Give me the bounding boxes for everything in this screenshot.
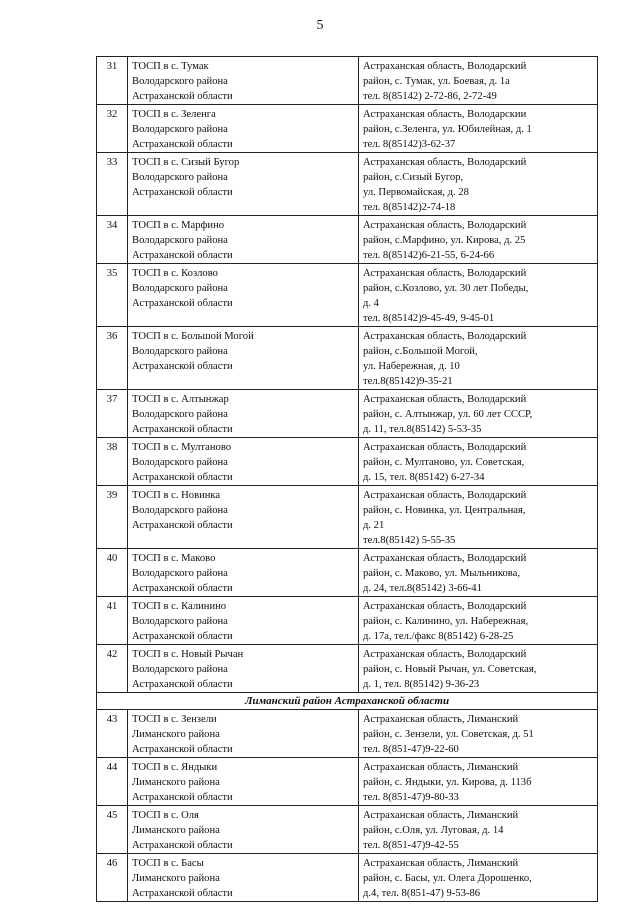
organization-name-line: Володарского района [132, 664, 228, 675]
organization-name-cell [128, 57, 359, 105]
address-line: тел. 8(851-47)9-80-33 [363, 792, 459, 803]
row-number: 33 [97, 153, 128, 216]
table-row [97, 438, 598, 486]
table-row [97, 758, 598, 806]
address-line: Астраханская область, Лиманский [363, 714, 519, 725]
address-cell [359, 264, 598, 327]
row-number: 35 [97, 264, 128, 327]
address-line: Астраханская область, Володарский [363, 553, 527, 564]
address-line: район, с.Оля, ул. Луговая, д. 14 [363, 825, 504, 836]
organization-name-line: Володарского района [132, 409, 228, 420]
address-line: Астраханская область, Лиманский [363, 858, 519, 869]
organization-name-line: Астраханской области [132, 298, 233, 309]
organization-name-line: ТОСП в с. Алтынжар [132, 394, 229, 405]
address-line: Астраханская область, Володарский [363, 601, 527, 612]
table-row [97, 806, 598, 854]
table-row [97, 264, 598, 327]
address-line: д. 17а, тел./факс 8(85142) 6-28-25 [363, 631, 514, 642]
address-line: Астраханская область, Володарскии [363, 109, 527, 120]
organization-name-line: ТОСП в с. Басы [132, 858, 204, 869]
address-line: Астраханская область, Володарский [363, 649, 527, 660]
organization-name-cell [128, 105, 359, 153]
address-cell [359, 854, 598, 902]
organization-name-cell [128, 327, 359, 390]
row-number: 38 [97, 438, 128, 486]
address-line: тел. 8(85142)3-62-37 [363, 139, 456, 150]
organization-name-line: Володарского района [132, 616, 228, 627]
organization-name-line: Астраханской области [132, 792, 233, 803]
organization-name-cell [128, 645, 359, 693]
organization-name-line: Володарского района [132, 346, 228, 357]
address-line: д. 21 [363, 520, 385, 531]
address-line: тел. 8(85142)9-45-49, 9-45-01 [363, 313, 495, 324]
table-row [97, 486, 598, 549]
organization-name-cell [128, 438, 359, 486]
address-line: тел.8(85142)9-35-21 [363, 376, 453, 387]
address-line: район, с. Алтынжар, ул. 60 лет СССР, [363, 409, 533, 420]
organization-name-line: Астраханской области [132, 520, 233, 531]
address-cell [359, 57, 598, 105]
address-line: Астраханская область, Володарский [363, 331, 527, 342]
address-line: ул. Первомайская, д. 28 [363, 187, 469, 198]
table-row [97, 327, 598, 390]
organization-name-line: ТОСП в с. Оля [132, 810, 199, 821]
organization-name-cell [128, 806, 359, 854]
address-cell [359, 438, 598, 486]
section-header-row [97, 693, 598, 710]
organization-name-line: ТОСП в с. Маково [132, 553, 216, 564]
organization-name-line: ТОСП в с. Козлово [132, 268, 218, 279]
address-line: район, с. Маково, ул. Мыльникова, [363, 568, 521, 579]
organization-name-line: Астраханской области [132, 744, 233, 755]
address-line: район, с. Мултаново, ул. Советская, [363, 457, 525, 468]
address-line: Астраханская область, Лиманский [363, 762, 519, 773]
address-line: тел.8(85142) 5-55-35 [363, 535, 456, 546]
address-line: Астраханская область, Володарский [363, 220, 527, 231]
page-number: 5 [316, 18, 324, 33]
address-cell [359, 486, 598, 549]
table-row [97, 854, 598, 902]
address-line: Астраханская область, Володарский [363, 490, 527, 501]
address-line: д. 24, тел.8(85142) 3-66-41 [363, 583, 482, 594]
address-line: Астраханская область, Володарский [363, 157, 527, 168]
organization-name-line: ТОСП в с. Большой Могой [132, 331, 254, 342]
address-cell [359, 710, 598, 758]
table-row [97, 645, 598, 693]
organization-name-line: Астраханской области [132, 631, 233, 642]
row-number: 41 [97, 597, 128, 645]
organization-name-line: Лиманского района [132, 873, 220, 884]
organization-name-line: Астраханской области [132, 583, 233, 594]
organization-name-line: Астраханской области [132, 187, 233, 198]
table-row [97, 710, 598, 758]
organization-name-cell [128, 264, 359, 327]
address-line: ул. Набережная, д. 10 [363, 361, 460, 372]
organization-name-cell [128, 854, 359, 902]
row-number: 42 [97, 645, 128, 693]
address-line: тел. 8(851-47)9-42-55 [363, 840, 459, 851]
organization-name-line: Астраханской области [132, 472, 233, 483]
address-cell [359, 645, 598, 693]
row-number: 43 [97, 710, 128, 758]
organization-name-line: ТОСП в с. Сизый Бугор [132, 157, 240, 168]
organization-name-line: Астраханской области [132, 424, 233, 435]
organization-name-line: ТОСП в с. Новый Рычан [132, 649, 244, 660]
address-line: тел. 8(85142)2-74-18 [363, 202, 456, 213]
address-line: Астраханская область, Володарский [363, 442, 527, 453]
table-row [97, 597, 598, 645]
address-line: район, с. Новый Рычан, ул. Советская, [363, 664, 537, 675]
organization-name-line: Астраханской области [132, 840, 233, 851]
organization-name-line: ТОСП в с. Зензели [132, 714, 217, 725]
address-cell [359, 597, 598, 645]
organization-name-line: Володарского района [132, 124, 228, 135]
organization-name-line: ТОСП в с. Зеленга [132, 109, 216, 120]
organization-name-line: Володарского района [132, 568, 228, 579]
organization-name-line: Астраханской области [132, 91, 233, 102]
row-number: 40 [97, 549, 128, 597]
address-line: район, с.Марфино, ул. Кирова, д. 25 [363, 235, 526, 246]
organization-name-line: Володарского района [132, 457, 228, 468]
row-number: 46 [97, 854, 128, 902]
organization-name-line: Володарского района [132, 283, 228, 294]
organization-name-cell [128, 549, 359, 597]
address-line: тел. 8(85142)6-21-55, 6-24-66 [363, 250, 495, 261]
section-title: Лиманский район Астраханской области [97, 693, 598, 710]
row-number: 31 [97, 57, 128, 105]
table-row [97, 57, 598, 105]
address-line: Астраханская область, Лиманский [363, 810, 519, 821]
organization-name-line: Лиманского района [132, 729, 220, 740]
address-line: район, с.Большой Могой, [363, 346, 478, 357]
organization-name-line: Астраханской области [132, 888, 233, 899]
organization-name-line: ТОСП в с. Мултаново [132, 442, 232, 453]
address-line: тел. 8(851-47)9-22-60 [363, 744, 459, 755]
organization-name-cell [128, 153, 359, 216]
address-line: Астраханская область, Володарский [363, 61, 527, 72]
organization-name-line: Володарского района [132, 172, 228, 183]
address-line: д. 15, тел. 8(85142) 6-27-34 [363, 472, 485, 483]
address-line: д. 1, тел. 8(85142) 9-36-23 [363, 679, 480, 690]
address-line: тел. 8(85142) 2-72-86, 2-72-49 [363, 91, 497, 102]
organization-name-line: ТОСП в с. Новинка [132, 490, 221, 501]
organization-name-line: Лиманского района [132, 777, 220, 788]
row-number: 32 [97, 105, 128, 153]
organization-name-line: ТОСП в с. Марфино [132, 220, 225, 231]
table-row [97, 549, 598, 597]
address-line: район, с.Козлово, ул. 30 лет Победы, [363, 283, 529, 294]
address-line: район, с. Басы, ул. Олега Дорошенко, [363, 873, 532, 884]
address-line: район, с. Яндыки, ул. Кирова, д. 113б [363, 777, 532, 788]
organization-name-cell [128, 390, 359, 438]
row-number: 44 [97, 758, 128, 806]
address-cell [359, 758, 598, 806]
address-cell [359, 806, 598, 854]
address-line: д. 4 [363, 298, 379, 309]
organization-name-cell [128, 216, 359, 264]
address-cell [359, 216, 598, 264]
row-number: 39 [97, 486, 128, 549]
address-cell [359, 327, 598, 390]
organization-name-line: ТОСП в с. Яндыки [132, 762, 218, 773]
address-cell [359, 549, 598, 597]
address-line: район, с. Калинино, ул. Набережная, [363, 616, 529, 627]
row-number: 37 [97, 390, 128, 438]
address-cell [359, 153, 598, 216]
address-line: район, с.Сизый Бугор, [363, 172, 464, 183]
organization-name-line: Астраханской области [132, 361, 233, 372]
organization-name-line: Астраханской области [132, 679, 233, 690]
address-cell [359, 105, 598, 153]
address-line: Астраханская область, Володарский [363, 394, 527, 405]
organization-name-line: Володарского района [132, 505, 228, 516]
table-row [97, 105, 598, 153]
organization-name-cell [128, 486, 359, 549]
organization-name-line: Лиманского района [132, 825, 220, 836]
address-cell [359, 390, 598, 438]
table-row [97, 216, 598, 264]
organization-name-line: Астраханской области [132, 250, 233, 261]
address-line: д.4, тел. 8(851-47) 9-53-86 [363, 888, 481, 899]
organization-name-cell [128, 758, 359, 806]
table-row [97, 390, 598, 438]
organization-name-line: Володарского района [132, 76, 228, 87]
organization-name-cell [128, 597, 359, 645]
address-line: район, с.Зеленга, ул. Юбилейная, д. 1 [363, 124, 532, 135]
row-number: 45 [97, 806, 128, 854]
address-line: район, с. Тумак, ул. Боевая, д. 1а [363, 76, 510, 87]
organizations-table [96, 56, 598, 902]
row-number: 36 [97, 327, 128, 390]
address-line: район, с. Зензели, ул. Советская, д. 51 [363, 729, 534, 740]
table-row [97, 153, 598, 216]
row-number: 34 [97, 216, 128, 264]
address-line: Астраханская область, Володарский [363, 268, 527, 279]
organization-name-line: Володарского района [132, 235, 228, 246]
organization-name-cell [128, 710, 359, 758]
organization-name-line: ТОСП в с. Калинино [132, 601, 227, 612]
address-line: район, с. Новинка, ул. Центральная, [363, 505, 526, 516]
address-line: д. 11, тел.8(85142) 5-53-35 [363, 424, 482, 435]
organization-name-line: Астраханской области [132, 139, 233, 150]
organization-name-line: ТОСП в с. Тумак [132, 61, 209, 72]
